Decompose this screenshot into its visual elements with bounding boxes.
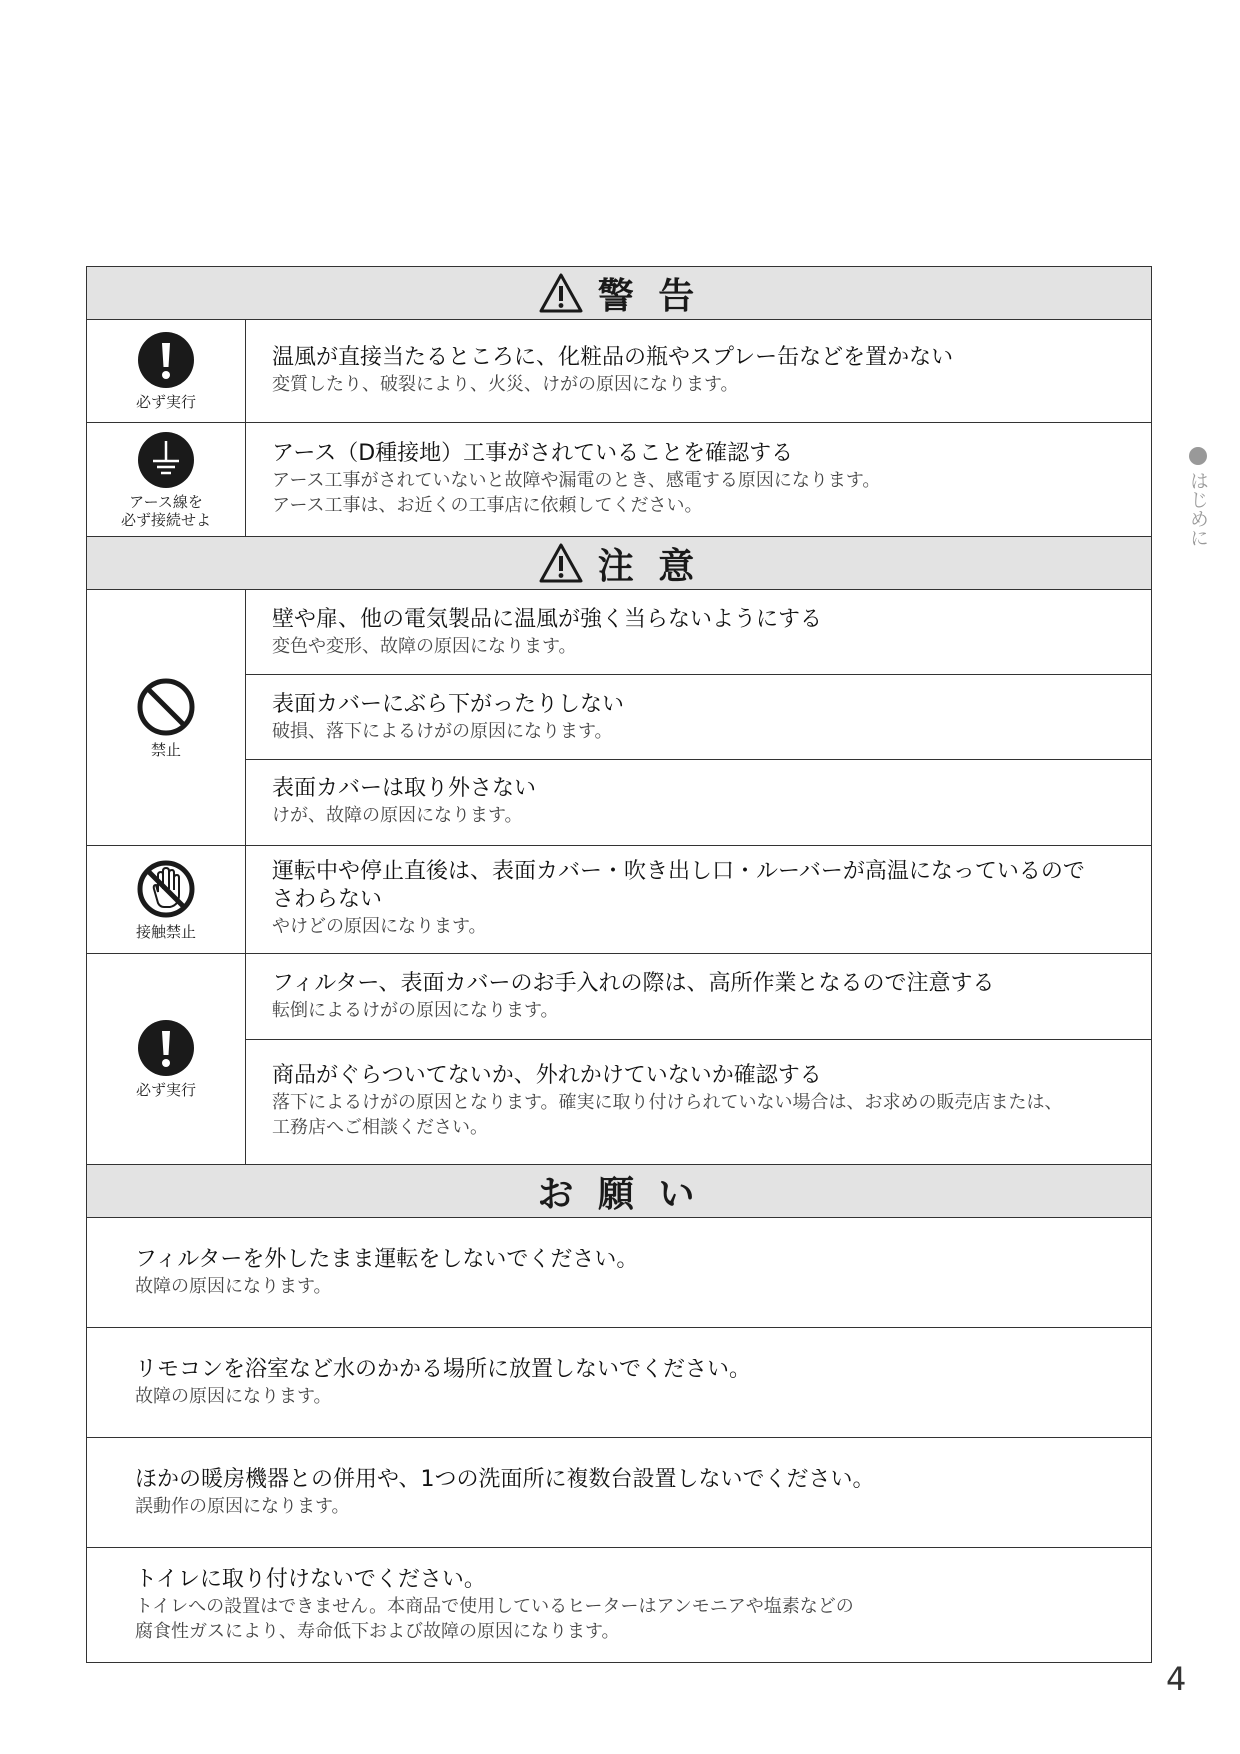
- caution-item: [246, 760, 1151, 843]
- warning-row: [87, 320, 1151, 423]
- ground-icon: [137, 431, 195, 489]
- safety-table: [86, 266, 1152, 1663]
- item-desc: 落下によるけがの原因となります。確実に取り付けられていない場合は、お求めの販売店または、: [272, 1092, 1063, 1113]
- item-desc: トイレへの設置はできません。本商品で使用しているヒーターはアンモニアや塩素などの: [135, 1596, 854, 1617]
- icon-cell: [87, 954, 246, 1164]
- icon-cell: [87, 320, 246, 422]
- item-desc: アース工事がされていないと故障や漏電のとき、感電する原因になります。: [272, 469, 881, 491]
- caution-heading: 注 意: [597, 545, 701, 587]
- request-item: [87, 1218, 1151, 1328]
- item-title: 壁や扉、他の電気製品に温風が強く当らないようにする: [272, 606, 823, 632]
- warning-triangle-icon: [538, 272, 584, 314]
- caution-row: [87, 846, 1151, 954]
- prohibited-icon: [136, 677, 196, 737]
- item-title: トイレに取り付けないでください。: [135, 1567, 486, 1592]
- item-desc: けが、故障の原因になります。: [272, 805, 523, 826]
- caution-item: [246, 675, 1151, 760]
- caution-item: [246, 846, 1151, 951]
- item-desc: アース工事は、お近くの工事店に依頼してください。: [272, 494, 703, 516]
- item-title: リモコンを浴室など水のかかる場所に放置しないでください。: [135, 1357, 752, 1382]
- caution-row: [87, 954, 1151, 1165]
- item-title: 運転中や停止直後は、表面カバー・吹き出し口・ルーバーが高温になっているので さわらない: [272, 859, 1085, 912]
- request-item: [87, 1328, 1151, 1438]
- caution-item: [246, 590, 1151, 675]
- icon-label: 禁止: [150, 740, 181, 759]
- item-title: 温風が直接当たるところに、化粧品の瓶やスプレー缶などを置かない: [272, 344, 954, 370]
- item-title: フィルター、表面カバーのお手入れの際は、高所作業となるので注意する: [272, 971, 995, 996]
- request-item: [87, 1438, 1151, 1548]
- item-title: 商品がぐらついてないか、外れかけていないか確認する: [272, 1063, 822, 1088]
- caution-item: [246, 954, 1151, 1040]
- item-desc: 変質したり、破裂により、火災、けがの原因になります。: [272, 373, 739, 395]
- side-tab-label: はじめに: [1187, 471, 1209, 547]
- mandatory-icon: [137, 1019, 195, 1077]
- item-title: ほかの暖房機器との併用や、1つの洗面所に複数台設置しないでください。: [135, 1467, 875, 1492]
- item-desc: 腐食性ガスにより、寿命低下および故障の原因になります。: [135, 1621, 620, 1642]
- item-desc: やけどの原因になります。: [272, 916, 487, 937]
- side-tab: [1186, 447, 1210, 547]
- icon-cell: [87, 590, 246, 845]
- icon-label: 接触禁止: [135, 922, 196, 941]
- bullet-dot-icon: [1189, 447, 1207, 465]
- caution-item: [246, 1040, 1151, 1162]
- caution-row: [87, 590, 1151, 846]
- item-desc: 変色や変形、故障の原因になります。: [272, 635, 577, 657]
- icon-label: アース線を 必ず接続せよ: [120, 492, 211, 529]
- warning-row: [87, 423, 1151, 537]
- mandatory-icon: [137, 331, 195, 389]
- caution-triangle-icon: [538, 542, 584, 584]
- item-title: 表面カバーは取り外さない: [272, 776, 537, 801]
- warning-heading: 警 告: [597, 275, 701, 317]
- request-heading: お 願 い: [537, 1173, 701, 1215]
- icon-label: 必ず実行: [135, 1081, 196, 1099]
- item-title: アース（D種接地）工事がされていることを確認する: [272, 440, 794, 466]
- icon-label: 必ず実行: [135, 393, 196, 411]
- request-item: [87, 1548, 1151, 1662]
- item-desc: 故障の原因になります。: [135, 1386, 332, 1407]
- icon-cell: [87, 846, 246, 953]
- item-desc: 破損、落下によるけがの原因になります。: [272, 720, 613, 742]
- item-desc: 転倒によるけがの原因になります。: [272, 1000, 559, 1021]
- request-header: [87, 1165, 1151, 1218]
- warning-item: [246, 423, 1151, 534]
- warning-item: [246, 320, 1151, 420]
- no-touch-icon: [136, 859, 196, 919]
- icon-cell: [87, 423, 246, 536]
- item-title: フィルターを外したまま運転をしないでください。: [135, 1247, 639, 1272]
- item-title: 表面カバーにぶら下がったりしない: [272, 691, 625, 717]
- item-desc: 故障の原因になります。: [135, 1276, 332, 1297]
- caution-header: [87, 537, 1151, 590]
- item-desc: 誤動作の原因になります。: [135, 1496, 350, 1517]
- page-number: 4: [1166, 1660, 1187, 1698]
- item-desc: 工務店へご相談ください。: [272, 1117, 488, 1138]
- warning-header: [87, 267, 1151, 320]
